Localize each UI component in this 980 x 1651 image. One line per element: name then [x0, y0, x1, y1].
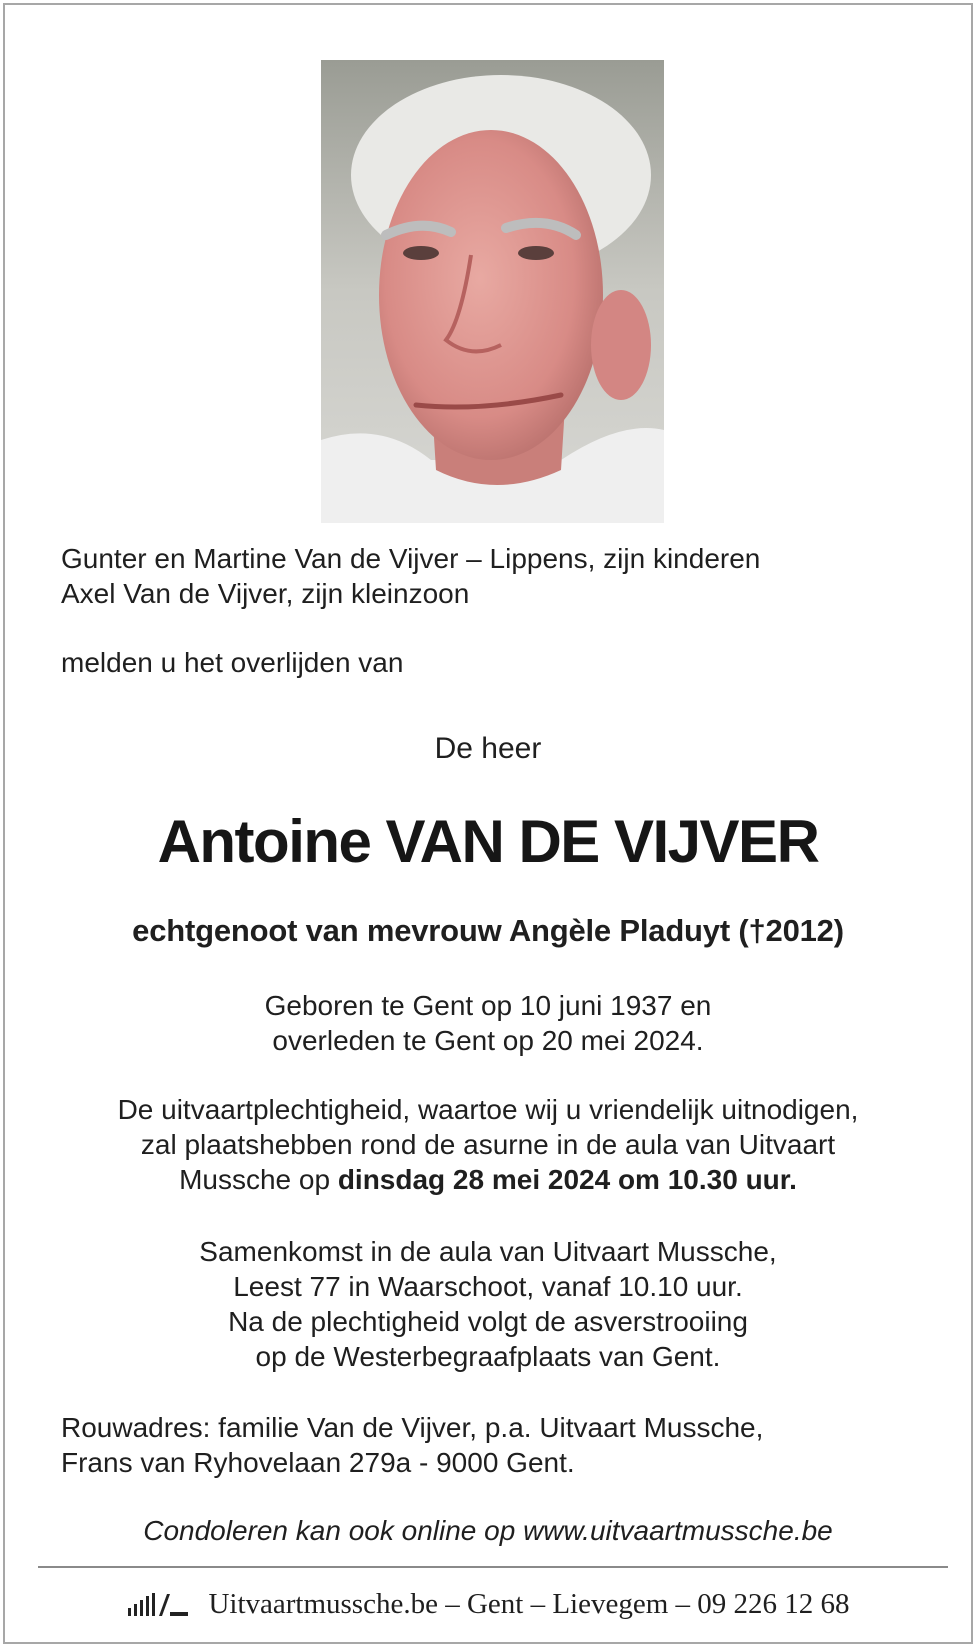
gathering-line-2: Leest 77 in Waarschoot, vanaf 10.10 uur. — [233, 1271, 743, 1302]
footer-contact-text: Uitvaartmussche.be – Gent – Lievegem – 09 226 12 68 — [208, 1587, 850, 1620]
spouse-line: echtgenoot van mevrouw Angèle Pladuyt (†2012) — [132, 913, 844, 948]
obituary-card — [3, 3, 973, 1644]
ceremony-line-3 — [5, 1162, 971, 1197]
ceremony-line-1: De uitvaartplechtigheid, waartoe wij u vriendelijk uitnodigen, — [117, 1094, 859, 1125]
death-line: overleden te Gent op 20 mei 2024. — [272, 1025, 704, 1056]
ceremony-datetime: dinsdag 28 mei 2024 om 10.30 uur. — [337, 1164, 797, 1195]
birth-line: Geboren te Gent op 10 juni 1937 en — [264, 990, 712, 1021]
gathering-line-3: Na de plechtigheid volgt de asverstrooiing — [228, 1306, 748, 1337]
announcement-line: melden u het overlijden van — [61, 647, 404, 678]
portrait-photo — [321, 60, 664, 523]
address-line-2: Frans van Ryhovelaan 279a - 9000 Gent. — [61, 1447, 575, 1478]
ceremony-line-3-prefix: Mussche op — [179, 1164, 338, 1195]
gathering-line-4: op de Westerbegraafplaats van Gent. — [255, 1341, 721, 1372]
salutation: De heer — [434, 732, 542, 765]
address-line-1: Rouwadres: familie Van de Vijver, p.a. Uitvaart Mussche, — [61, 1412, 764, 1443]
uitvaart-mussche-logo-icon — [126, 1590, 190, 1618]
family-children-line: Gunter en Martine Van de Vijver – Lippens, zijn kinderen — [61, 543, 761, 574]
family-grandson-line: Axel Van de Vijver, zijn kleinzoon — [61, 578, 470, 609]
deceased-name: Antoine VAN DE VIJVER — [157, 808, 819, 875]
footer-divider — [38, 1566, 948, 1568]
online-condolence-line: Condoleren kan ook online op www.uitvaartmussche.be — [143, 1515, 833, 1546]
gathering-line-1: Samenkomst in de aula van Uitvaart Mussche, — [199, 1236, 777, 1267]
portrait-image — [321, 60, 664, 523]
ceremony-line-2: zal plaatshebben rond de asurne in de aula van Uitvaart — [140, 1129, 836, 1160]
footer — [5, 1581, 971, 1627]
